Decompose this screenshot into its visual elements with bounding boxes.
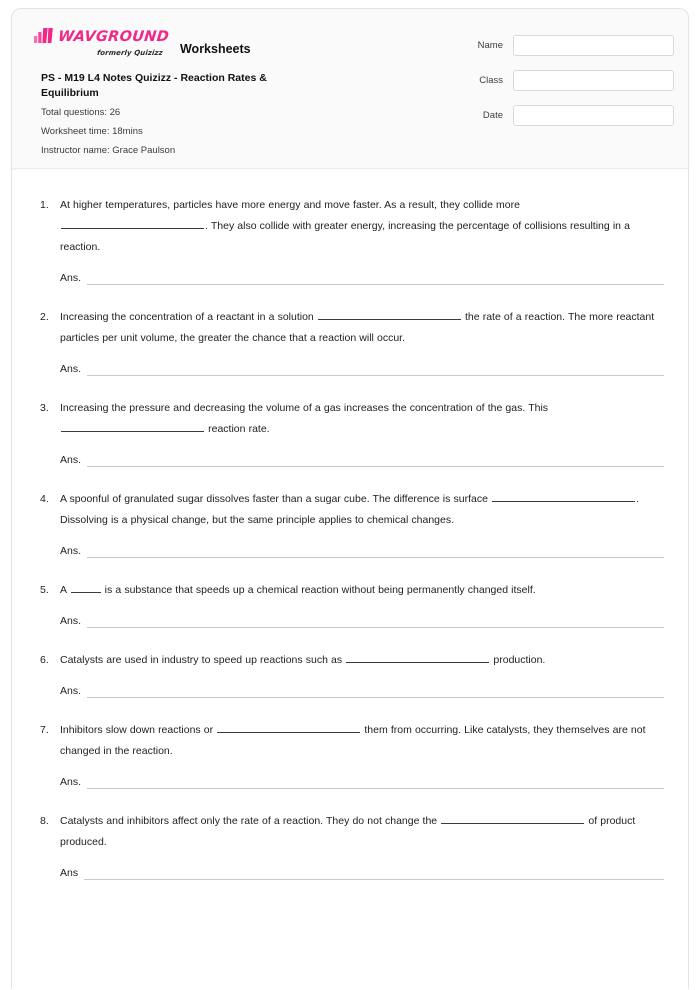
logo-subtitle: formerly Quizizz <box>96 49 164 57</box>
instructor-name: Instructor name: Grace Paulson <box>41 145 176 156</box>
answer-row <box>60 453 666 467</box>
question-text <box>60 398 660 440</box>
question-text-segment: A <box>60 584 70 596</box>
question-text-segment: Increasing the concentration of a reactant in a solution <box>60 311 317 323</box>
question-number: 6. <box>40 654 49 666</box>
question-body <box>60 398 666 467</box>
wayground-logo[interactable] <box>34 28 169 57</box>
question-text-segment: reaction rate. <box>205 423 270 435</box>
question-text-segment: Catalysts and inhibitors affect only the rate of a reaction. They do not change the <box>60 815 441 827</box>
question-text <box>60 720 660 762</box>
answer-row <box>60 544 666 558</box>
fill-in-blank[interactable] <box>61 217 204 229</box>
question-body <box>60 811 666 880</box>
question-body <box>60 489 666 558</box>
fill-in-blank[interactable] <box>441 812 584 824</box>
answer-row <box>60 271 666 285</box>
worksheet-header <box>12 9 688 169</box>
name-input[interactable] <box>513 35 674 56</box>
fill-in-blank[interactable] <box>61 420 204 432</box>
question-body <box>60 720 666 789</box>
answer-row <box>60 775 666 789</box>
answer-label: Ans. <box>60 454 82 466</box>
worksheet-time: Worksheet time: 18mins <box>41 126 143 137</box>
total-questions: Total questions: 26 <box>41 107 121 118</box>
question-text-segment: . Dissolving is a physical change, but the same principle applies to chemical changes. <box>60 493 639 526</box>
worksheets-title: Worksheets <box>179 42 251 56</box>
fill-in-blank[interactable] <box>217 721 360 733</box>
answer-row <box>60 362 666 376</box>
logo-main <box>34 28 169 47</box>
question-item <box>34 307 666 376</box>
fill-in-blank[interactable] <box>318 308 461 320</box>
answer-label: Ans. <box>60 272 82 284</box>
answer-row <box>60 684 666 698</box>
question-item <box>34 580 666 628</box>
answer-line[interactable] <box>84 867 664 880</box>
answer-label: Ans. <box>60 615 82 627</box>
question-number: 2. <box>40 311 49 323</box>
answer-row <box>60 866 666 880</box>
question-text-segment: the rate of a reaction. The more reactant particles per unit volume, the greater the chance that a reaction will occur. <box>60 311 655 344</box>
answer-label: Ans. <box>60 363 82 375</box>
answer-line[interactable] <box>87 454 664 467</box>
question-text-segment: A spoonful of granulated sugar dissolves faster than a sugar cube. The difference is surface <box>60 493 492 505</box>
answer-line[interactable] <box>87 615 664 628</box>
question-number: 5. <box>40 584 49 596</box>
question-item <box>34 398 666 467</box>
logo-wordmark: WAVGROUND <box>57 29 170 46</box>
answer-label: Ans <box>60 867 79 879</box>
fill-in-blank[interactable] <box>71 581 101 593</box>
question-number: 8. <box>40 815 49 827</box>
question-text-segment: Catalysts are used in industry to speed up reactions such as <box>60 654 346 666</box>
question-item <box>34 720 666 789</box>
question-item <box>34 811 666 880</box>
name-field-row <box>444 35 674 56</box>
answer-label: Ans. <box>60 776 82 788</box>
question-text-segment: of product produced. <box>60 815 636 848</box>
worksheet-header-card <box>11 8 689 169</box>
question-text-segment: them from occurring. Like catalysts, they themselves are not changed in the reaction. <box>60 724 646 757</box>
question-number: 4. <box>40 493 49 505</box>
worksheet-title: PS - M19 L4 Notes Quizizz - Reaction Rates & Equilibrium <box>41 72 267 99</box>
fill-in-blank[interactable] <box>492 490 635 502</box>
answer-row <box>60 614 666 628</box>
answer-line[interactable] <box>87 545 664 558</box>
question-item <box>34 489 666 558</box>
date-input[interactable] <box>513 105 674 126</box>
question-text <box>60 307 660 349</box>
question-text-segment: Increasing the pressure and decreasing the volume of a gas increases the concentration of the gas. This <box>60 402 549 414</box>
question-text-segment: production. <box>490 654 546 666</box>
answer-label: Ans. <box>60 685 82 697</box>
question-number: 3. <box>40 402 49 414</box>
date-field-row <box>444 105 674 126</box>
student-fields <box>444 35 674 140</box>
answer-line[interactable] <box>87 776 664 789</box>
answer-label: Ans. <box>60 545 82 557</box>
question-text <box>60 195 660 258</box>
question-number: 1. <box>40 199 49 211</box>
question-body <box>60 580 666 628</box>
question-text-segment: . They also collide with greater energy, increasing the percentage of collisions resulting in a reaction. <box>60 220 630 253</box>
question-text <box>60 650 660 671</box>
question-body <box>60 650 666 698</box>
question-text-segment: At higher temperatures, particles have more energy and move faster. As a result, they collide more <box>60 199 520 211</box>
question-item <box>34 195 666 285</box>
questions-list <box>11 169 689 989</box>
date-label: Date <box>482 110 503 121</box>
question-text <box>60 811 660 853</box>
worksheet-meta <box>41 71 371 157</box>
question-text-segment: Inhibitors slow down reactions or <box>60 724 217 736</box>
question-item <box>34 650 666 698</box>
fill-in-blank[interactable] <box>346 651 489 663</box>
class-label: Class <box>479 75 503 86</box>
class-field-row <box>444 70 674 91</box>
question-number: 7. <box>40 724 49 736</box>
bars-logo-icon <box>34 28 54 47</box>
answer-line[interactable] <box>87 685 664 698</box>
answer-line[interactable] <box>87 363 664 376</box>
question-body <box>60 307 666 376</box>
answer-line[interactable] <box>87 272 664 285</box>
class-input[interactable] <box>513 70 674 91</box>
question-text-segment: is a substance that speeds up a chemical reaction without being permanently changed itself. <box>101 584 536 596</box>
question-body <box>60 195 666 285</box>
question-text <box>60 580 660 601</box>
question-text <box>60 489 660 531</box>
name-label: Name <box>477 40 503 51</box>
